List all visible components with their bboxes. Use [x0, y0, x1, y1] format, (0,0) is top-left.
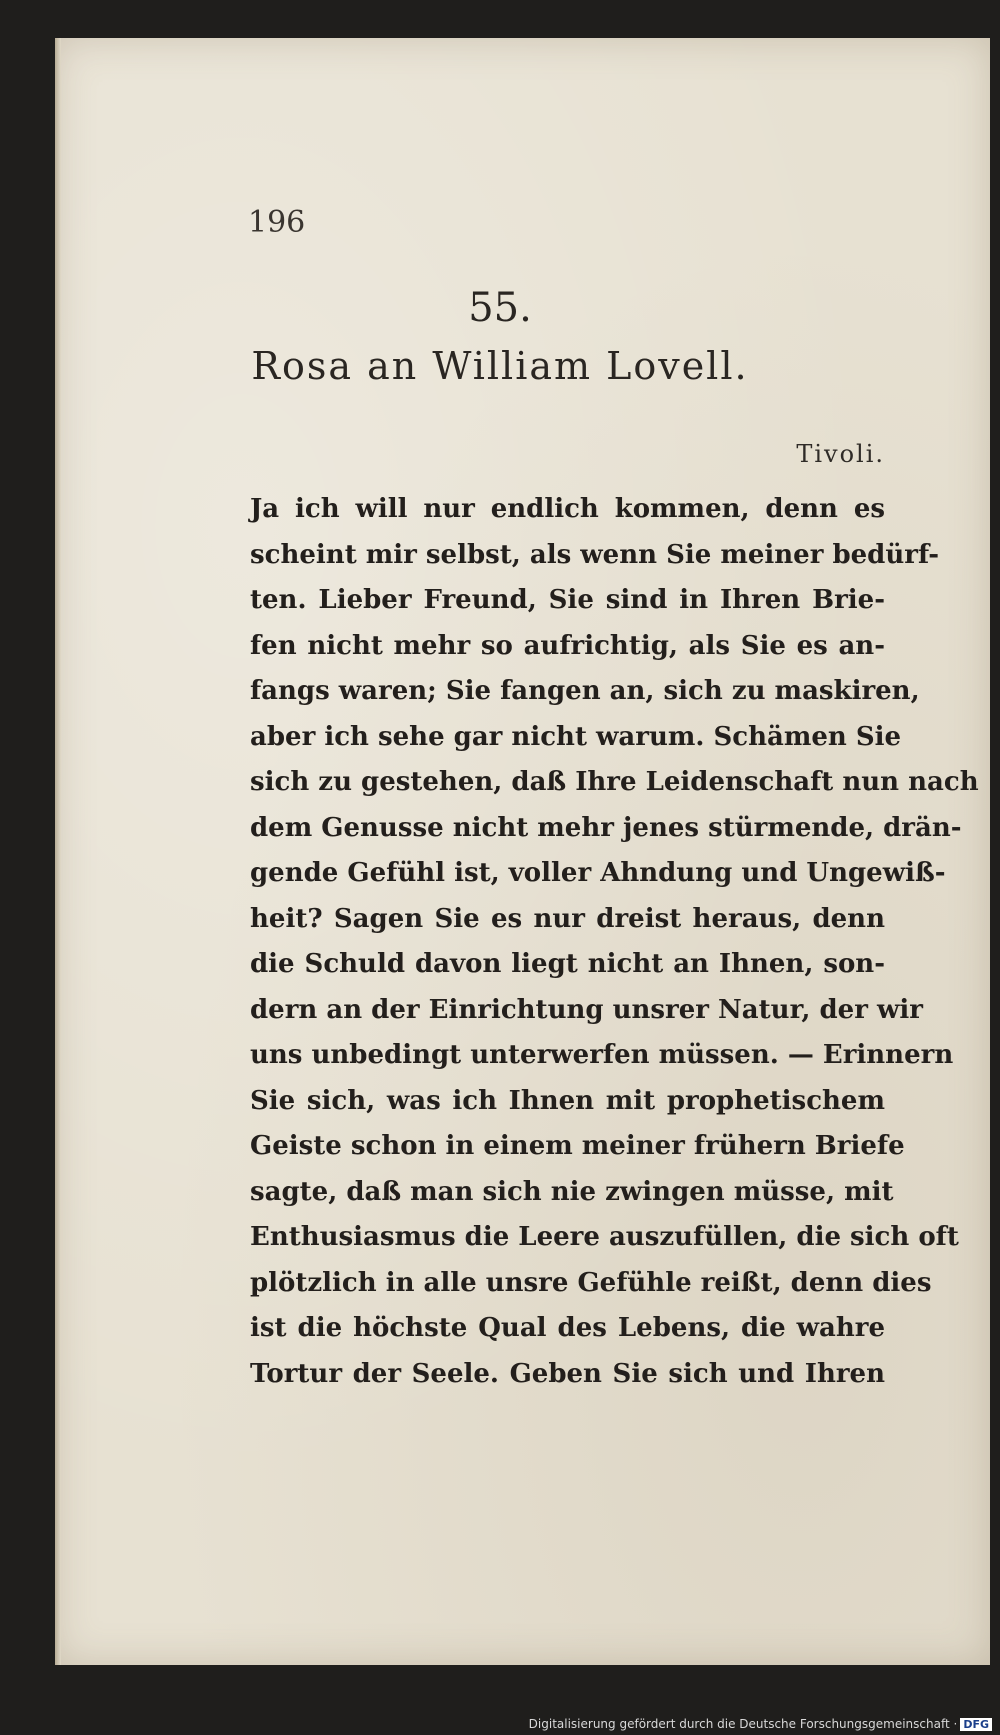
text-line: plötzlich in alle unsre Gefühle reißt, denn dies — [250, 1267, 932, 1298]
dfg-logo: DFG — [960, 1718, 992, 1731]
text-line: Ja ich will nur endlich kommen, denn es — [250, 494, 885, 524]
text-line: ist die höchste Qual des Lebens, die wahre — [250, 1313, 885, 1343]
text-line: uns unbedingt unterwerfen müssen. — Erinnern — [250, 1040, 954, 1070]
text-line: die Schuld davon liegt nicht an Ihnen, son- — [250, 949, 885, 979]
text-line: sagte, daß man sich nie zwingen müsse, mit — [250, 1176, 894, 1207]
text-line: Geiste schon in einem meiner frühern Briefe — [250, 1131, 905, 1161]
text-line: Tortur der Seele. Geben Sie sich und Ihren — [250, 1358, 885, 1389]
page-edge — [55, 38, 61, 1665]
text-line: aber ich sehe gar nicht warum. Schämen Sie — [250, 721, 902, 752]
letter-body — [250, 487, 979, 1397]
footer-text: Digitalisierung gefördert durch die Deutsche Forschungsgemeinschaft · — [528, 1717, 958, 1731]
text-line: sich zu gestehen, daß Ihre Leidenschaft nun nach — [250, 767, 979, 797]
text-line: Sie sich, was ich Ihnen mit prophetischem — [250, 1085, 885, 1116]
text-line: scheint mir selbst, als wenn Sie meiner bedürf- — [250, 539, 939, 570]
text-line: Enthusiasmus die Leere auszufüllen, die sich oft — [250, 1222, 959, 1252]
letter-number: 55. — [468, 285, 532, 331]
text-line: ten. Lieber Freund, Sie sind in Ihren Brie- — [250, 585, 885, 615]
text-line: fangs waren; Sie fangen an, sich zu maskiren, — [250, 676, 920, 706]
text-line: heit? Sagen Sie es nur dreist heraus, denn — [250, 903, 885, 934]
letter-heading: Rosa an William Lovell. — [251, 344, 749, 388]
text-line: gende Gefühl ist, voller Ahndung und Ungewiß- — [250, 858, 946, 888]
digitization-footer — [529, 1717, 992, 1731]
page-number: 196 — [248, 205, 306, 240]
text-line: fen nicht mehr so aufrichtig, als Sie es an- — [250, 630, 885, 661]
letter-place: Tivoli. — [796, 440, 885, 468]
text-line: dem Genusse nicht mehr jenes stürmende, drän- — [250, 812, 962, 843]
text-line: dern an der Einrichtung unsrer Natur, der wir — [250, 994, 923, 1025]
